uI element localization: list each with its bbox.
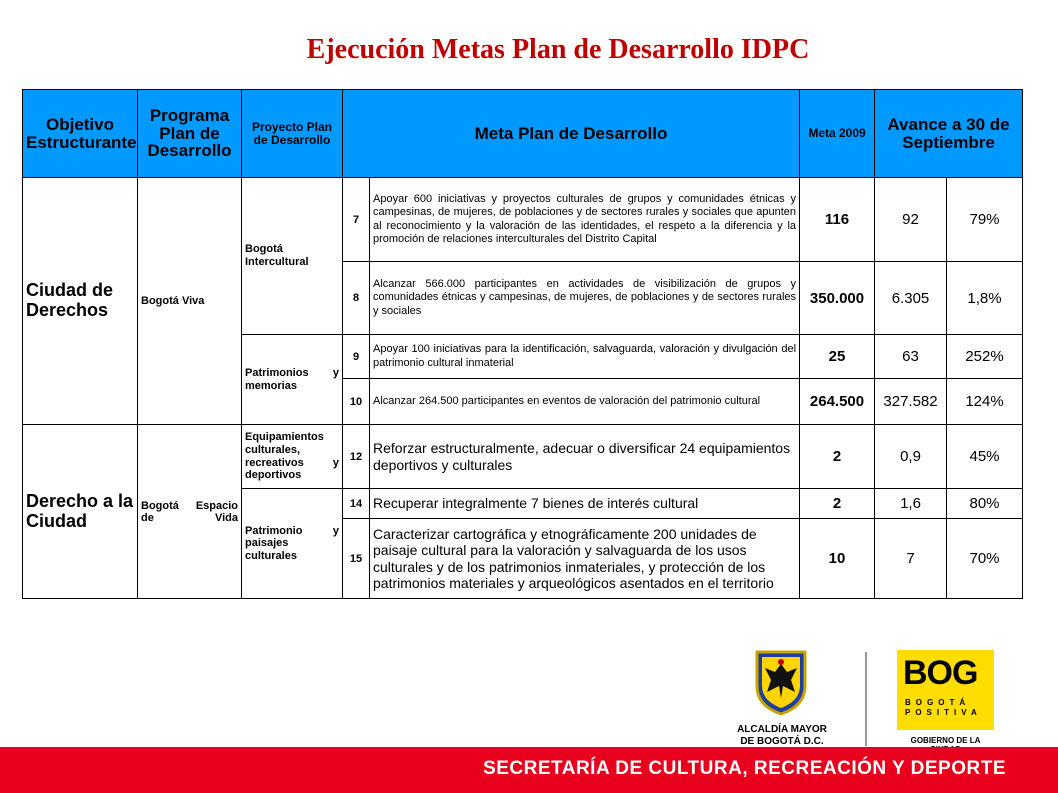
programa-cell: Bogotá Viva — [138, 178, 242, 425]
meta-description: Apoyar 600 iniciativas y proyectos culturales de grupos y comunidades étnicas y campesinas, de mujeres, de poblaciones y de sectores rurales y sociales que apunten al reconocimiento y la valoración de las identidades, el respeto a la diferencia y la promoción de relaciones interculturales del Distrito Capital — [370, 178, 800, 262]
avance-value: 7 — [875, 519, 947, 599]
avance-value: 92 — [875, 178, 947, 262]
avance-percent: 1,8% — [947, 262, 1023, 335]
programa-cell: Bogotá Espacio de Vida — [138, 425, 242, 599]
meta-2009-value: 116 — [800, 178, 875, 262]
meta-description: Alcanzar 566.000 participantes en actividades de visibilización de grupos y comunidades étnicas y campesinas, de mujeres, de poblaciones y de sectores rurales y sociales — [370, 262, 800, 335]
meta-number: 10 — [343, 379, 370, 425]
meta-number: 14 — [343, 489, 370, 519]
alcaldia-line2: DE BOGOTÁ D.C. — [740, 735, 824, 747]
avance-percent: 252% — [947, 335, 1023, 379]
bog-sub2: POSITIVA — [905, 708, 982, 718]
meta-description: Caracterizar cartográfica y etnográficamente 200 unidades de paisaje cultural para la valoración y salvaguarda de los usos culturales y de los patrimonios inmateriales, y protección de los patrimonios materiales y arqueológicos asentados en el territorio — [370, 519, 800, 599]
bog-logo-subtitle — [905, 698, 982, 719]
header-avance: Avance a 30 de Septiembre — [875, 90, 1023, 178]
proyecto-cell: Equipamientos culturales, recreativos y deportivos — [242, 425, 343, 489]
header-objetivo: Objetivo Estructurante — [23, 90, 138, 178]
gobierno-text: GOBIERNO DE LA — [910, 736, 981, 745]
header-proyecto: Proyecto Plan de Desarrollo — [242, 90, 343, 178]
proyecto-cell: Patrimonio y paisajes culturales — [242, 489, 343, 599]
meta-description: Apoyar 100 iniciativas para la identificación, salvaguarda, valoración y divulgación del patrimonio cultural inmaterial — [370, 335, 800, 379]
objetivo-cell: Ciudad de Derechos — [23, 178, 138, 425]
meta-description: Alcanzar 264.500 participantes en eventos de valoración del patrimonio cultural — [370, 379, 800, 425]
meta-2009-value: 10 — [800, 519, 875, 599]
logo-divider — [865, 652, 867, 746]
avance-percent: 45% — [947, 425, 1023, 489]
bogota-coat-of-arms-icon — [753, 648, 809, 716]
proyecto-cell: Patrimonios y memorias — [242, 335, 343, 425]
meta-number: 7 — [343, 178, 370, 262]
header-meta-plan: Meta Plan de Desarrollo — [343, 90, 800, 178]
footer-text: SECRETARÍA DE CULTURA, RECREACIÓN Y DEPORTE — [483, 758, 1006, 779]
bog-logo-text: BOG — [903, 654, 978, 692]
meta-2009-value: 350.000 — [800, 262, 875, 335]
header-meta-2009: Meta 2009 — [800, 90, 875, 178]
meta-number: 12 — [343, 425, 370, 489]
bog-sub1: BOGOTÁ — [905, 698, 971, 707]
page-title: Ejecución Metas Plan de Desarrollo IDPC — [306, 34, 810, 65]
avance-value: 6.305 — [875, 262, 947, 335]
avance-value: 63 — [875, 335, 947, 379]
table-row — [23, 425, 1023, 489]
avance-percent: 80% — [947, 489, 1023, 519]
alcaldia-logo — [720, 648, 840, 746]
avance-percent: 79% — [947, 178, 1023, 262]
meta-description: Reforzar estructuralmente, adecuar o diversificar 24 equipamientos deportivos y culturales — [370, 425, 800, 489]
avance-value: 0,9 — [875, 425, 947, 489]
alcaldia-text — [720, 724, 844, 747]
footer-bar — [0, 747, 1058, 793]
avance-value: 1,6 — [875, 489, 947, 519]
header-programa: Programa Plan de Desarrollo — [138, 90, 242, 178]
meta-number: 9 — [343, 335, 370, 379]
meta-2009-value: 25 — [800, 335, 875, 379]
meta-2009-value: 264.500 — [800, 379, 875, 425]
table-row — [23, 178, 1023, 262]
avance-value: 327.582 — [875, 379, 947, 425]
bog-logo — [897, 650, 994, 730]
metas-table — [22, 89, 1023, 599]
meta-description: Recuperar integralmente 7 bienes de interés cultural — [370, 489, 800, 519]
alcaldia-line1: ALCALDÍA MAYOR — [737, 724, 827, 735]
meta-2009-value: 2 — [800, 425, 875, 489]
meta-number: 15 — [343, 519, 370, 599]
objetivo-cell: Derecho a la Ciudad — [23, 425, 138, 599]
logos-area — [720, 648, 1020, 746]
avance-percent: 70% — [947, 519, 1023, 599]
proyecto-cell: Bogotá Intercultural — [242, 178, 343, 335]
avance-percent: 124% — [947, 379, 1023, 425]
meta-number: 8 — [343, 262, 370, 335]
meta-2009-value: 2 — [800, 489, 875, 519]
